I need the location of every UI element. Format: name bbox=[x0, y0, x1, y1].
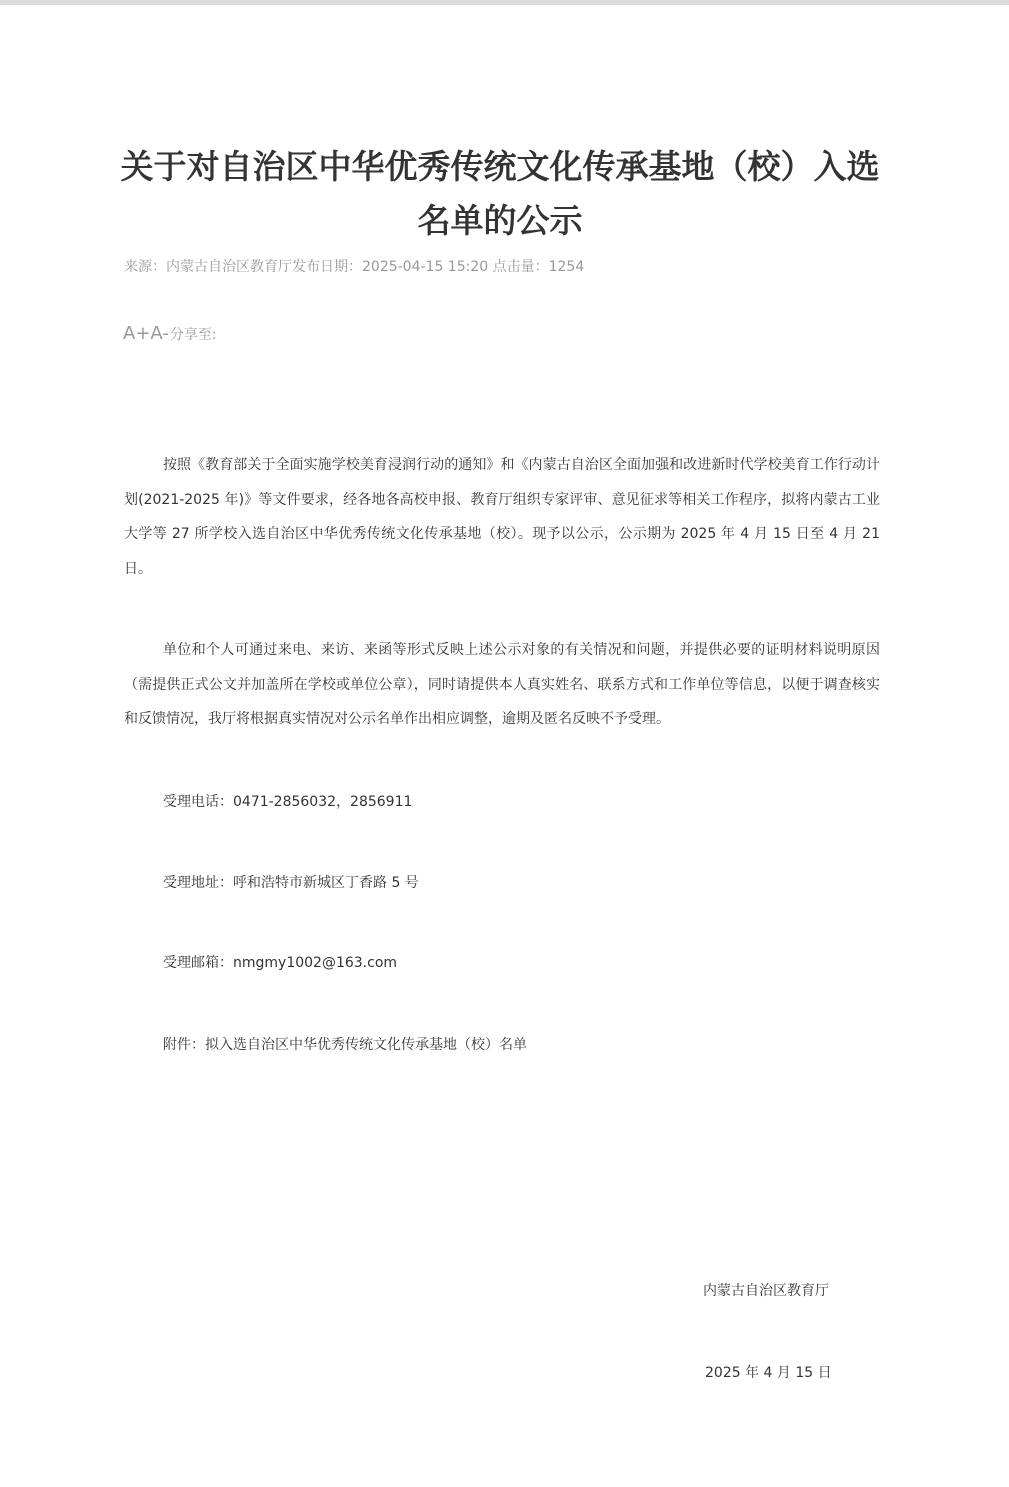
signature-date: 2025 年 4 月 15 日 bbox=[705, 1365, 832, 1381]
signature-org: 内蒙古自治区教育厅 bbox=[703, 1283, 829, 1299]
share-label: 分享至: bbox=[169, 327, 217, 343]
font-decrease-button[interactable]: A- bbox=[150, 323, 169, 344]
paragraph-feedback: 单位和个人可通过来电、来访、来函等形式反映上述公示对象的有关情况和问题，并提供必要的证明材料说明原因（需提供正式公文并加盖所在学校或单位公章），同时请提供本人真实姓名、联系方式和工作单位等信息，以便于调查核实和反馈情况，我厅将根据真实情况对公示名单作出相应调整，逾期及匿名反映不予受理。 bbox=[124, 642, 880, 727]
article-meta: 来源：内蒙古自治区教育厅发布日期：2025-04-15 15:20 点击量：1254 bbox=[124, 259, 585, 275]
contact-email: 受理邮箱：nmgmy1002@163.com bbox=[163, 955, 398, 971]
paragraph-notice: 按照《教育部关于全面实施学校美育浸润行动的通知》和《内蒙古自治区全面加强和改进新时代学校美育工作行动计划(2021-2025 年)》等文件要求，经各地各高校申报、教育厅组织专家评审、意见征求等相关工作程序，拟将内蒙古工业大学等 27 所学校入选自治区中华优秀传统文化传承基地（校）。现予以公示，公示期为 2025 年 4 月 15 日至 4 月 21 日。 bbox=[124, 457, 880, 577]
article-title: 关于对自治区中华优秀传统文化传承基地（校）入选名单的公示 bbox=[120, 147, 880, 240]
contact-phone: 受理电话：0471-2856032，2856911 bbox=[163, 794, 413, 810]
attachment-link[interactable]: 附件：拟入选自治区中华优秀传统文化传承基地（校）名单 bbox=[163, 1037, 527, 1053]
font-increase-button[interactable]: A+ bbox=[123, 323, 151, 344]
article-tools bbox=[123, 323, 217, 344]
contact-address: 受理地址：呼和浩特市新城区丁香路 5 号 bbox=[163, 875, 419, 891]
